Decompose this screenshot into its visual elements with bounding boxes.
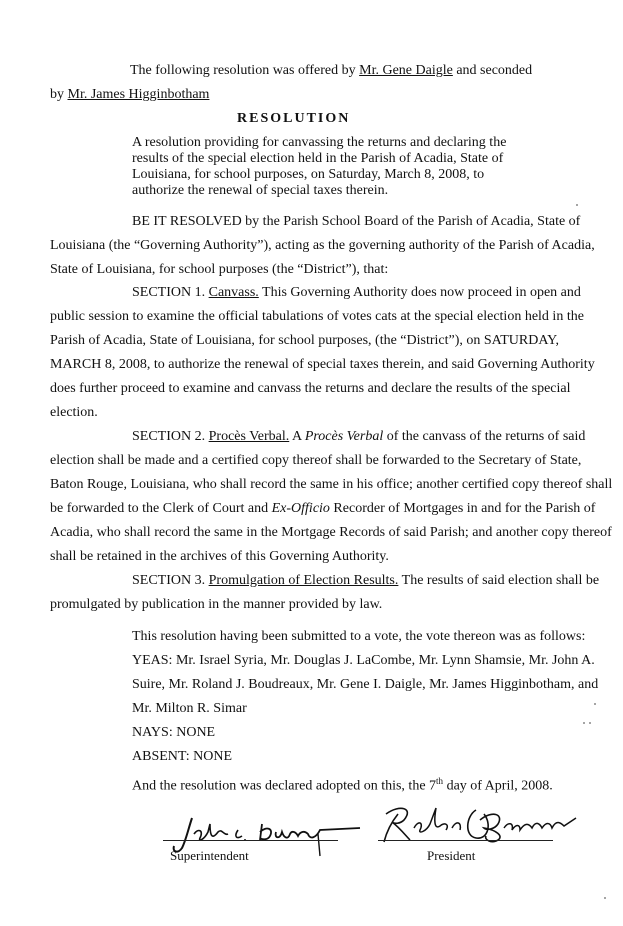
superintendent-signature-line xyxy=(163,840,338,841)
nays-line: NAYS: NONE xyxy=(132,725,216,740)
president-label: President xyxy=(427,848,476,863)
section-number: SECTION 3. xyxy=(132,573,209,588)
section-1-line: does further proceed to examine and canvass the returns and declare the results of the special xyxy=(50,381,571,396)
section-heading: Promulgation of Election Results. xyxy=(208,573,399,588)
section-number: SECTION 1. xyxy=(132,285,209,300)
adopted-text: And the resolution was declared adopted on this, the 7 xyxy=(132,778,437,794)
scan-speck xyxy=(589,722,591,724)
seconded-by-name: Mr. James Higginbotham xyxy=(67,87,210,102)
intro-line-1 xyxy=(130,63,532,79)
resolved-line: State of Louisiana, for school purposes (the “District”), that: xyxy=(50,262,389,277)
intro-line-2 xyxy=(50,87,209,103)
resolved-line: Louisiana (the “Governing Authority”), acting as the governing authority of the Parish of Acadia, xyxy=(50,238,595,253)
section-2-line: Acadia, who shall record the same in the Mortgage Records of said Parish; and another copy thereof xyxy=(50,525,612,540)
section-text: Recorder of Mortgages in and for the Parish of xyxy=(329,501,596,516)
section-text: A xyxy=(289,429,305,444)
section-1-line: MARCH 8, 2008, to authorize the renewal of special taxes therein, and said Governing Authority xyxy=(50,357,595,372)
ordinal-suffix: th xyxy=(436,776,444,786)
section-text: This Governing Authority does now proceed in open and xyxy=(258,285,581,300)
section-3-line: promulgated by publication in the manner provided by law. xyxy=(50,597,383,612)
section-1-line: public session to examine the official tabulations of votes cats at the special election held in the xyxy=(50,309,584,324)
resolved-line: BE IT RESOLVED by the Parish School Board of the Parish of Acadia, State of xyxy=(132,214,581,229)
section-2-line: shall be retained in the archives of this Governing Authority. xyxy=(50,549,389,564)
intro-text: The following resolution was offered by xyxy=(130,63,360,78)
offered-by-name: Mr. Gene Daigle xyxy=(359,63,453,78)
section-1-first-line xyxy=(132,285,581,301)
section-text: The results of said election shall be xyxy=(398,573,600,588)
adopted-text: day of April, 2008. xyxy=(443,778,553,794)
section-1-line: election. xyxy=(50,405,98,420)
section-text-italic: Ex-Officio xyxy=(271,501,330,516)
section-number: SECTION 2. xyxy=(132,429,209,444)
president-signature xyxy=(380,800,580,850)
adopted-line xyxy=(132,773,553,795)
intro-text: and seconded xyxy=(452,63,533,78)
section-2-first-line xyxy=(132,429,585,445)
section-2-line: Baton Rouge, Louisiana, who shall record the same in his office; another certified copy thereof shall xyxy=(50,477,613,492)
summary-line: authorize the renewal of special taxes therein. xyxy=(132,183,389,198)
section-heading: Procès Verbal. xyxy=(208,429,290,444)
section-text: be forwarded to the Clerk of Court and xyxy=(50,501,272,516)
section-2-line xyxy=(50,501,595,517)
intro-text: by xyxy=(50,87,68,102)
yeas-line: Suire, Mr. Roland J. Boudreaux, Mr. Gene I. Daigle, Mr. James Higginbotham, and xyxy=(132,677,599,692)
section-text-italic: Procès Verbal xyxy=(304,429,384,444)
president-signature-line xyxy=(378,840,553,841)
vote-intro: This resolution having been submitted to a vote, the vote thereon was as follows: xyxy=(132,629,586,644)
section-2-line: election shall be made and a certified copy thereof shall be forwarded to the Secretary of State, xyxy=(50,453,582,468)
superintendent-label: Superintendent xyxy=(170,848,249,863)
absent-line: ABSENT: NONE xyxy=(132,749,233,764)
yeas-line: YEAS: Mr. Israel Syria, Mr. Douglas J. LaCombe, Mr. Lynn Shamsie, Mr. John A. xyxy=(132,653,595,668)
scan-speck xyxy=(583,722,585,724)
resolution-title: RESOLUTION xyxy=(237,111,351,126)
yeas-line: Mr. Milton R. Simar xyxy=(132,701,247,716)
section-heading: Canvass. xyxy=(208,285,259,300)
section-3-first-line xyxy=(132,573,599,589)
summary-line: results of the special election held in the Parish of Acadia, State of xyxy=(132,151,504,166)
section-1-line: Parish of Acadia, State of Louisiana, for school purposes, (the “District”), on SATURDAY, xyxy=(50,333,559,348)
scan-speck xyxy=(594,703,596,705)
summary-line: Louisiana, for school purposes, on Saturday, March 8, 2008, to xyxy=(132,167,485,182)
summary-line: A resolution providing for canvassing the returns and declaring the xyxy=(132,135,507,150)
scan-speck xyxy=(604,897,606,899)
scan-speck xyxy=(576,204,578,206)
section-text: of the canvass of the returns of said xyxy=(383,429,586,444)
